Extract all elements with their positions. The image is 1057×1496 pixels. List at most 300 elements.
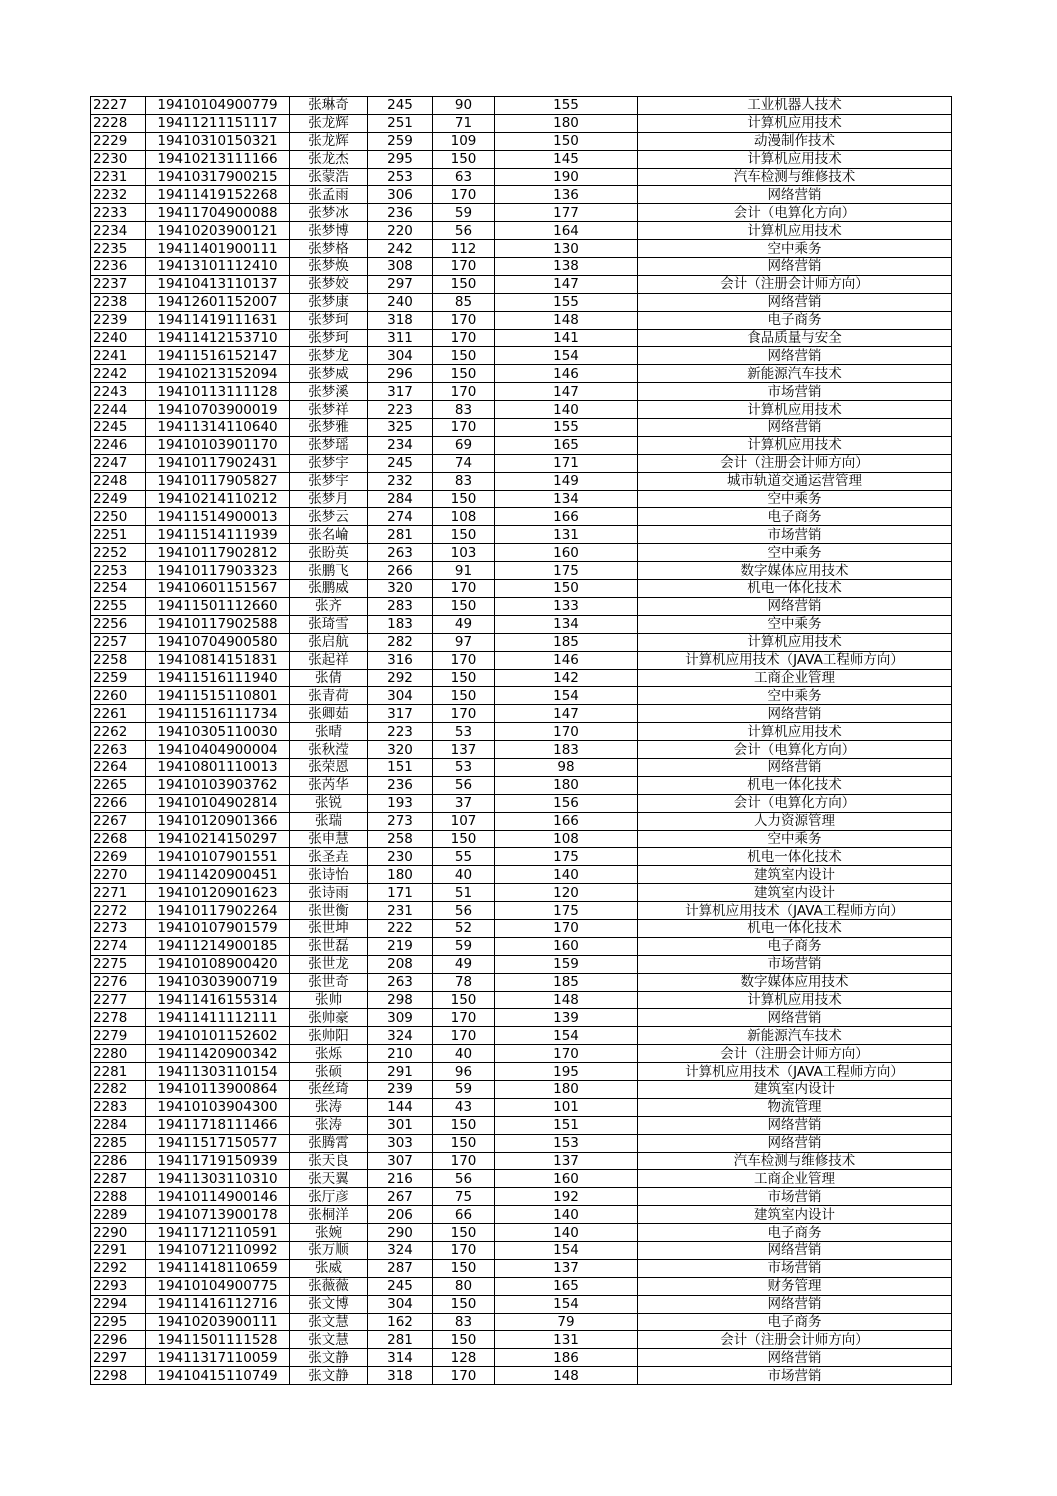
part-b-score-cell: 175	[495, 902, 638, 920]
table-row	[91, 293, 952, 311]
major-cell: 网络营销	[638, 1116, 952, 1134]
table-row	[91, 186, 952, 204]
exam-id-cell: 19411515110801	[146, 687, 290, 705]
exam-id-cell: 19410305110030	[146, 723, 290, 741]
table-row	[91, 150, 952, 168]
total-score-cell: 245	[368, 1277, 433, 1295]
student-name-cell: 张诗雨	[290, 884, 368, 902]
student-name-cell: 张梦宇	[290, 472, 368, 490]
table-row	[91, 490, 952, 508]
exam-id-cell: 19410114900146	[146, 1188, 290, 1206]
student-name-cell: 张圣垚	[290, 848, 368, 866]
student-name-cell: 张龙杰	[290, 150, 368, 168]
part-b-score-cell: 98	[495, 758, 638, 776]
row-number-cell: 2232	[91, 186, 146, 204]
major-cell: 空中乘务	[638, 615, 952, 633]
row-number-cell: 2295	[91, 1313, 146, 1331]
student-name-cell: 张薇薇	[290, 1277, 368, 1295]
student-name-cell: 张文静	[290, 1367, 368, 1385]
table-row	[91, 436, 952, 454]
exam-id-cell: 19411501112660	[146, 597, 290, 615]
table-row	[91, 723, 952, 741]
row-number-cell: 2247	[91, 454, 146, 472]
exam-id-cell: 19410103901170	[146, 436, 290, 454]
student-name-cell: 张世衡	[290, 902, 368, 920]
student-name-cell: 张梦瑶	[290, 436, 368, 454]
table-row	[91, 705, 952, 723]
part-a-score-cell: 40	[433, 866, 495, 884]
exam-id-cell: 19410203900111	[146, 1313, 290, 1331]
student-name-cell: 张硕	[290, 1063, 368, 1081]
row-number-cell: 2274	[91, 937, 146, 955]
table-row	[91, 955, 952, 973]
major-cell: 计算机应用技术	[638, 436, 952, 454]
row-number-cell: 2293	[91, 1277, 146, 1295]
exam-id-cell: 19411718111466	[146, 1116, 290, 1134]
part-a-score-cell: 150	[433, 597, 495, 615]
exam-id-cell: 19411501111528	[146, 1331, 290, 1349]
part-b-score-cell: 180	[495, 776, 638, 794]
exam-id-cell: 19413101112410	[146, 258, 290, 276]
major-cell: 空中乘务	[638, 490, 952, 508]
part-a-score-cell: 150	[433, 1295, 495, 1313]
major-cell: 电子商务	[638, 937, 952, 955]
row-number-cell: 2267	[91, 812, 146, 830]
row-number-cell: 2260	[91, 687, 146, 705]
major-cell: 物流管理	[638, 1098, 952, 1116]
part-a-score-cell: 52	[433, 919, 495, 937]
major-cell: 动漫制作技术	[638, 132, 952, 150]
student-name-cell: 张厅彦	[290, 1188, 368, 1206]
part-a-score-cell: 170	[433, 186, 495, 204]
table-row	[91, 651, 952, 669]
row-number-cell: 2233	[91, 204, 146, 222]
table-row	[91, 812, 952, 830]
part-b-score-cell: 165	[495, 436, 638, 454]
major-cell: 汽车检测与维修技术	[638, 1152, 952, 1170]
table-row	[91, 615, 952, 633]
exam-id-cell: 19410310150321	[146, 132, 290, 150]
part-b-score-cell: 148	[495, 311, 638, 329]
major-cell: 网络营销	[638, 186, 952, 204]
part-b-score-cell: 156	[495, 794, 638, 812]
exam-id-cell: 19411401900111	[146, 240, 290, 258]
part-a-score-cell: 56	[433, 222, 495, 240]
major-cell: 市场营销	[638, 955, 952, 973]
part-b-score-cell: 150	[495, 580, 638, 598]
part-b-score-cell: 170	[495, 723, 638, 741]
student-name-cell: 张梦康	[290, 293, 368, 311]
part-b-score-cell: 147	[495, 383, 638, 401]
table-row	[91, 275, 952, 293]
row-number-cell: 2278	[91, 1009, 146, 1027]
student-name-cell: 张万顺	[290, 1242, 368, 1260]
major-cell: 机电一体化技术	[638, 848, 952, 866]
student-name-cell: 张琳奇	[290, 97, 368, 115]
student-name-cell: 张文静	[290, 1349, 368, 1367]
student-name-cell: 张秋滢	[290, 741, 368, 759]
table-row	[91, 1134, 952, 1152]
part-a-score-cell: 150	[433, 1116, 495, 1134]
major-cell: 市场营销	[638, 526, 952, 544]
table-row	[91, 919, 952, 937]
part-a-score-cell: 150	[433, 150, 495, 168]
student-name-cell: 张梦珂	[290, 329, 368, 347]
part-b-score-cell: 147	[495, 705, 638, 723]
exam-id-cell: 19410117902812	[146, 544, 290, 562]
student-name-cell: 张腾霄	[290, 1134, 368, 1152]
row-number-cell: 2265	[91, 776, 146, 794]
exam-id-cell: 19410703900019	[146, 401, 290, 419]
exam-id-cell: 19410317900215	[146, 168, 290, 186]
total-score-cell: 258	[368, 830, 433, 848]
part-a-score-cell: 170	[433, 311, 495, 329]
part-a-score-cell: 51	[433, 884, 495, 902]
part-b-score-cell: 120	[495, 884, 638, 902]
major-cell: 空中乘务	[638, 830, 952, 848]
part-b-score-cell: 140	[495, 866, 638, 884]
total-score-cell: 314	[368, 1349, 433, 1367]
major-cell: 网络营销	[638, 705, 952, 723]
table-body	[91, 97, 952, 1385]
exam-id-cell: 19410214110212	[146, 490, 290, 508]
part-b-score-cell: 171	[495, 454, 638, 472]
major-cell: 网络营销	[638, 1295, 952, 1313]
row-number-cell: 2244	[91, 401, 146, 419]
exam-id-cell: 19410104902814	[146, 794, 290, 812]
part-a-score-cell: 150	[433, 830, 495, 848]
part-b-score-cell: 145	[495, 150, 638, 168]
total-score-cell: 240	[368, 293, 433, 311]
table-row	[91, 311, 952, 329]
part-a-score-cell: 53	[433, 723, 495, 741]
part-b-score-cell: 140	[495, 1206, 638, 1224]
student-name-cell: 张鹏威	[290, 580, 368, 598]
part-b-score-cell: 160	[495, 937, 638, 955]
total-score-cell: 245	[368, 97, 433, 115]
part-b-score-cell: 101	[495, 1098, 638, 1116]
exam-id-cell: 19410113111128	[146, 383, 290, 401]
part-b-score-cell: 142	[495, 669, 638, 687]
part-b-score-cell: 151	[495, 1116, 638, 1134]
part-b-score-cell: 146	[495, 365, 638, 383]
row-number-cell: 2235	[91, 240, 146, 258]
major-cell: 机电一体化技术	[638, 919, 952, 937]
row-number-cell: 2289	[91, 1206, 146, 1224]
major-cell: 会计（电算化方向）	[638, 794, 952, 812]
exam-id-cell: 19410415110749	[146, 1367, 290, 1385]
total-score-cell: 317	[368, 383, 433, 401]
table-row	[91, 1224, 952, 1242]
part-a-score-cell: 108	[433, 508, 495, 526]
part-a-score-cell: 49	[433, 615, 495, 633]
row-number-cell: 2228	[91, 114, 146, 132]
table-row	[91, 383, 952, 401]
major-cell: 计算机应用技术	[638, 222, 952, 240]
student-name-cell: 张世奇	[290, 973, 368, 991]
major-cell: 计算机应用技术	[638, 114, 952, 132]
total-score-cell: 220	[368, 222, 433, 240]
major-cell: 会计（电算化方向）	[638, 741, 952, 759]
table-row	[91, 222, 952, 240]
student-name-cell: 张梦龙	[290, 347, 368, 365]
total-score-cell: 263	[368, 544, 433, 562]
total-score-cell: 304	[368, 347, 433, 365]
exam-id-cell: 19411314110640	[146, 419, 290, 437]
major-cell: 网络营销	[638, 347, 952, 365]
major-cell: 新能源汽车技术	[638, 365, 952, 383]
part-b-score-cell: 133	[495, 597, 638, 615]
student-name-cell: 张涛	[290, 1116, 368, 1134]
exam-id-cell: 19410413110137	[146, 275, 290, 293]
exam-id-cell: 19411416155314	[146, 991, 290, 1009]
row-number-cell: 2250	[91, 508, 146, 526]
part-b-score-cell: 190	[495, 168, 638, 186]
exam-id-cell: 19411420900451	[146, 866, 290, 884]
total-score-cell: 292	[368, 669, 433, 687]
part-a-score-cell: 170	[433, 1009, 495, 1027]
student-name-cell: 张瑞	[290, 812, 368, 830]
major-cell: 市场营销	[638, 1259, 952, 1277]
row-number-cell: 2251	[91, 526, 146, 544]
part-a-score-cell: 37	[433, 794, 495, 812]
table-row	[91, 1063, 952, 1081]
total-score-cell: 295	[368, 150, 433, 168]
row-number-cell: 2275	[91, 955, 146, 973]
part-b-score-cell: 185	[495, 973, 638, 991]
major-cell: 数字媒体应用技术	[638, 562, 952, 580]
total-score-cell: 281	[368, 1331, 433, 1349]
exam-id-cell: 19410104900779	[146, 97, 290, 115]
student-name-cell: 张梦格	[290, 240, 368, 258]
total-score-cell: 283	[368, 597, 433, 615]
part-a-score-cell: 170	[433, 580, 495, 598]
student-name-cell: 张梦冰	[290, 204, 368, 222]
total-score-cell: 234	[368, 436, 433, 454]
part-a-score-cell: 43	[433, 1098, 495, 1116]
student-name-cell: 张梦博	[290, 222, 368, 240]
table-row	[91, 132, 952, 150]
part-b-score-cell: 137	[495, 1152, 638, 1170]
table-row	[91, 562, 952, 580]
table-row	[91, 1188, 952, 1206]
exam-id-cell: 19412601152007	[146, 293, 290, 311]
student-name-cell: 张涛	[290, 1098, 368, 1116]
table-row	[91, 365, 952, 383]
major-cell: 建筑室内设计	[638, 1206, 952, 1224]
part-a-score-cell: 56	[433, 1170, 495, 1188]
row-number-cell: 2296	[91, 1331, 146, 1349]
row-number-cell: 2246	[91, 436, 146, 454]
total-score-cell: 231	[368, 902, 433, 920]
part-a-score-cell: 80	[433, 1277, 495, 1295]
part-a-score-cell: 150	[433, 1134, 495, 1152]
part-b-score-cell: 175	[495, 562, 638, 580]
part-a-score-cell: 59	[433, 1080, 495, 1098]
part-b-score-cell: 148	[495, 1367, 638, 1385]
student-name-cell: 张蒙浩	[290, 168, 368, 186]
part-b-score-cell: 149	[495, 472, 638, 490]
part-b-score-cell: 131	[495, 1331, 638, 1349]
major-cell: 网络营销	[638, 1242, 952, 1260]
exam-id-cell: 19411516111940	[146, 669, 290, 687]
student-name-cell: 张文博	[290, 1295, 368, 1313]
major-cell: 电子商务	[638, 1313, 952, 1331]
total-score-cell: 273	[368, 812, 433, 830]
exam-id-cell: 19411420900342	[146, 1045, 290, 1063]
part-b-score-cell: 166	[495, 508, 638, 526]
part-b-score-cell: 180	[495, 114, 638, 132]
part-b-score-cell: 164	[495, 222, 638, 240]
student-name-cell: 张盼英	[290, 544, 368, 562]
part-b-score-cell: 155	[495, 293, 638, 311]
part-a-score-cell: 83	[433, 1313, 495, 1331]
exam-id-cell: 19411516111734	[146, 705, 290, 723]
total-score-cell: 304	[368, 687, 433, 705]
part-a-score-cell: 71	[433, 114, 495, 132]
part-b-score-cell: 153	[495, 1134, 638, 1152]
major-cell: 网络营销	[638, 293, 952, 311]
part-b-score-cell: 154	[495, 1027, 638, 1045]
total-score-cell: 162	[368, 1313, 433, 1331]
major-cell: 会计（注册会计师方向）	[638, 454, 952, 472]
table-row	[91, 776, 952, 794]
row-number-cell: 2257	[91, 633, 146, 651]
part-b-score-cell: 147	[495, 275, 638, 293]
row-number-cell: 2239	[91, 311, 146, 329]
row-number-cell: 2237	[91, 275, 146, 293]
exam-id-cell: 19411317110059	[146, 1349, 290, 1367]
exam-id-cell: 19411214900185	[146, 937, 290, 955]
major-cell: 计算机应用技术（JAVA工程师方向）	[638, 1063, 952, 1081]
total-score-cell: 311	[368, 329, 433, 347]
major-cell: 食品质量与安全	[638, 329, 952, 347]
table-row	[91, 1080, 952, 1098]
part-b-score-cell: 134	[495, 615, 638, 633]
row-number-cell: 2261	[91, 705, 146, 723]
table-row	[91, 1349, 952, 1367]
total-score-cell: 219	[368, 937, 433, 955]
total-score-cell: 296	[368, 365, 433, 383]
part-a-score-cell: 85	[433, 293, 495, 311]
part-b-score-cell: 154	[495, 687, 638, 705]
part-a-score-cell: 170	[433, 651, 495, 669]
part-a-score-cell: 170	[433, 1367, 495, 1385]
exam-id-cell: 19410214150297	[146, 830, 290, 848]
row-number-cell: 2249	[91, 490, 146, 508]
part-b-score-cell: 160	[495, 544, 638, 562]
major-cell: 数字媒体应用技术	[638, 973, 952, 991]
total-score-cell: 284	[368, 490, 433, 508]
table-row	[91, 1009, 952, 1027]
row-number-cell: 2259	[91, 669, 146, 687]
row-number-cell: 2273	[91, 919, 146, 937]
row-number-cell: 2285	[91, 1134, 146, 1152]
exam-id-cell: 19411418110659	[146, 1259, 290, 1277]
student-name-cell: 张锐	[290, 794, 368, 812]
table-row	[91, 204, 952, 222]
major-cell: 工业机器人技术	[638, 97, 952, 115]
table-row	[91, 114, 952, 132]
row-number-cell: 2252	[91, 544, 146, 562]
table-row	[91, 419, 952, 437]
major-cell: 会计（注册会计师方向）	[638, 1045, 952, 1063]
part-a-score-cell: 90	[433, 97, 495, 115]
table-row	[91, 526, 952, 544]
part-a-score-cell: 170	[433, 383, 495, 401]
part-b-score-cell: 131	[495, 526, 638, 544]
part-a-score-cell: 40	[433, 1045, 495, 1063]
major-cell: 计算机应用技术	[638, 991, 952, 1009]
student-name-cell: 张梦珂	[290, 311, 368, 329]
exam-id-cell: 19410814151831	[146, 651, 290, 669]
total-score-cell: 251	[368, 114, 433, 132]
part-a-score-cell: 56	[433, 776, 495, 794]
part-b-score-cell: 165	[495, 1277, 638, 1295]
total-score-cell: 223	[368, 401, 433, 419]
table-row	[91, 580, 952, 598]
exam-id-cell: 19410117902264	[146, 902, 290, 920]
total-score-cell: 307	[368, 1152, 433, 1170]
part-b-score-cell: 148	[495, 991, 638, 1009]
part-a-score-cell: 112	[433, 240, 495, 258]
part-a-score-cell: 75	[433, 1188, 495, 1206]
row-number-cell: 2272	[91, 902, 146, 920]
major-cell: 建筑室内设计	[638, 866, 952, 884]
exam-id-cell: 19411719150939	[146, 1152, 290, 1170]
total-score-cell: 193	[368, 794, 433, 812]
exam-id-cell: 19411419152268	[146, 186, 290, 204]
part-b-score-cell: 160	[495, 1170, 638, 1188]
student-name-cell: 张龙辉	[290, 132, 368, 150]
total-score-cell: 266	[368, 562, 433, 580]
table-row	[91, 240, 952, 258]
part-b-score-cell: 192	[495, 1188, 638, 1206]
table-row	[91, 329, 952, 347]
part-a-score-cell: 170	[433, 1242, 495, 1260]
part-a-score-cell: 170	[433, 1027, 495, 1045]
row-number-cell: 2241	[91, 347, 146, 365]
part-b-score-cell: 177	[495, 204, 638, 222]
part-b-score-cell: 141	[495, 329, 638, 347]
major-cell: 电子商务	[638, 1224, 952, 1242]
row-number-cell: 2292	[91, 1259, 146, 1277]
student-name-cell: 张梦宇	[290, 454, 368, 472]
student-name-cell: 张梦云	[290, 508, 368, 526]
exam-id-cell: 19410108900420	[146, 955, 290, 973]
total-score-cell: 245	[368, 454, 433, 472]
row-number-cell: 2264	[91, 758, 146, 776]
part-b-score-cell: 146	[495, 651, 638, 669]
exam-id-cell: 19410213152094	[146, 365, 290, 383]
part-b-score-cell: 154	[495, 1295, 638, 1313]
total-score-cell: 183	[368, 615, 433, 633]
part-b-score-cell: 137	[495, 1259, 638, 1277]
major-cell: 计算机应用技术	[638, 723, 952, 741]
row-number-cell: 2243	[91, 383, 146, 401]
part-a-score-cell: 96	[433, 1063, 495, 1081]
part-a-score-cell: 150	[433, 991, 495, 1009]
row-number-cell: 2253	[91, 562, 146, 580]
row-number-cell: 2280	[91, 1045, 146, 1063]
exam-id-cell: 19411704900088	[146, 204, 290, 222]
part-a-score-cell: 150	[433, 347, 495, 365]
table-row	[91, 1098, 952, 1116]
total-score-cell: 263	[368, 973, 433, 991]
part-b-score-cell: 140	[495, 1224, 638, 1242]
part-b-score-cell: 183	[495, 741, 638, 759]
student-name-cell: 张文慧	[290, 1331, 368, 1349]
